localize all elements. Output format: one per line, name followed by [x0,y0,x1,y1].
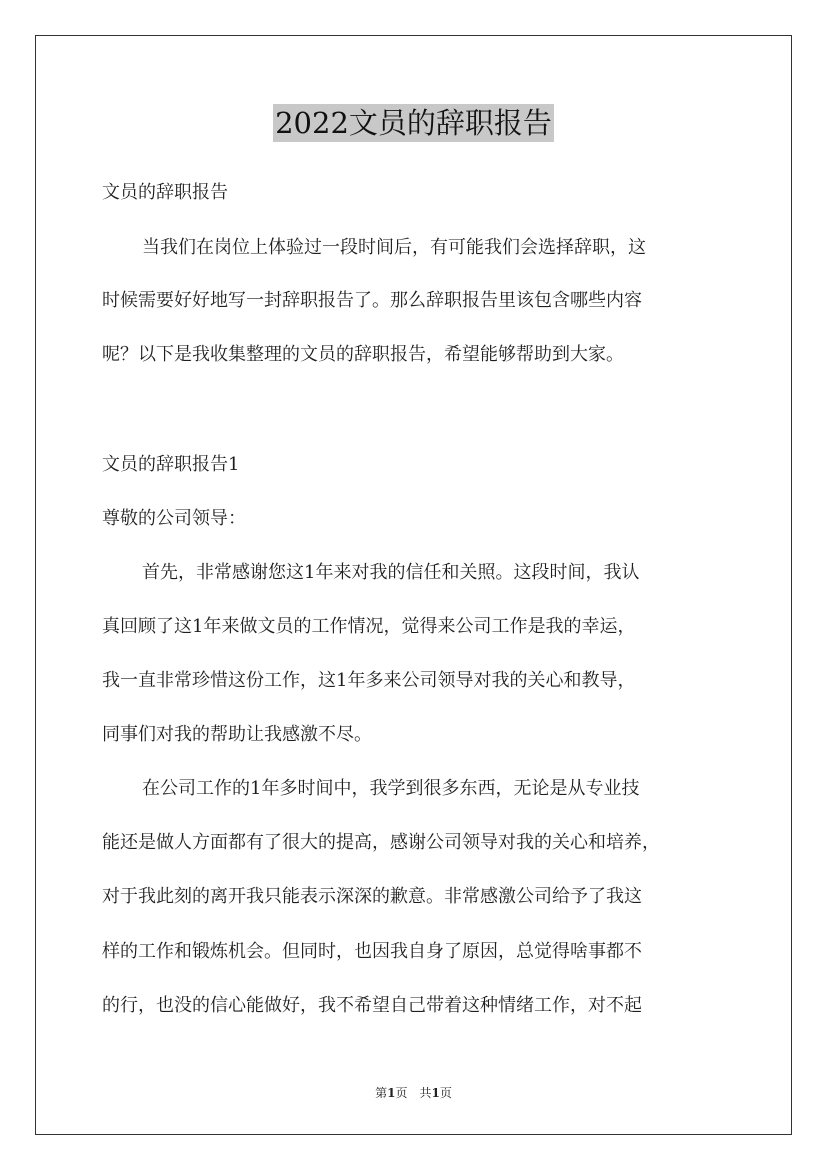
paragraph-line: 的行，也没的信心能做好，我不希望自己带着这种情绪工作，对不起 [102,995,642,1016]
paragraph-line: 首先，非常感谢您这1年来对我的信任和关照。这段时间，我认 [142,562,640,583]
footer-mid: 页 共 [395,1086,432,1100]
paragraph-line: 当我们在岗位上体验过一段时间后，有可能我们会选择辞职，这 [142,237,646,258]
title-block [0,104,827,142]
paragraph-line: 呢？以下是我收集整理的文员的辞职报告，希望能够帮助到大家。 [102,344,624,365]
salutation: 尊敬的公司领导： [102,508,246,529]
section-heading: 文员的辞职报告1 [102,454,240,475]
footer-prefix: 第 [375,1086,388,1100]
paragraph-line: 在公司工作的1年多时间中，我学到很多东西，无论是从专业技 [142,778,640,799]
paragraph-line: 我一直非常珍惜这份工作，这1年多来公司领导对我的关心和教导， [102,670,636,691]
footer-suffix: 页 [439,1086,452,1100]
page-footer [0,1085,827,1101]
paragraph-line: 同事们对我的帮助让我感激不尽。 [102,724,372,745]
paragraph-line: 时候需要好好地写一封辞职报告了。那么辞职报告里该包含哪些内容 [102,290,642,311]
footer-page-number: 1 [387,1086,396,1100]
paragraph-line: 样的工作和锻炼机会。但同时，也因我自身了原因，总觉得啥事都不 [102,941,642,962]
paragraph-line: 对于我此刻的离开我只能表示深深的歉意。非常感激公司给予了我这 [102,886,642,907]
paragraph-line: 能还是做人方面都有了很大的提高，感谢公司领导对我的关心和培养， [102,832,660,853]
footer-total-pages: 1 [431,1086,440,1100]
subheading: 文员的辞职报告 [102,182,228,203]
document-title: 2022文员的辞职报告 [275,106,552,140]
paragraph-line: 真回顾了这1年来做文员的工作情况，觉得来公司工作是我的幸运， [102,616,636,637]
